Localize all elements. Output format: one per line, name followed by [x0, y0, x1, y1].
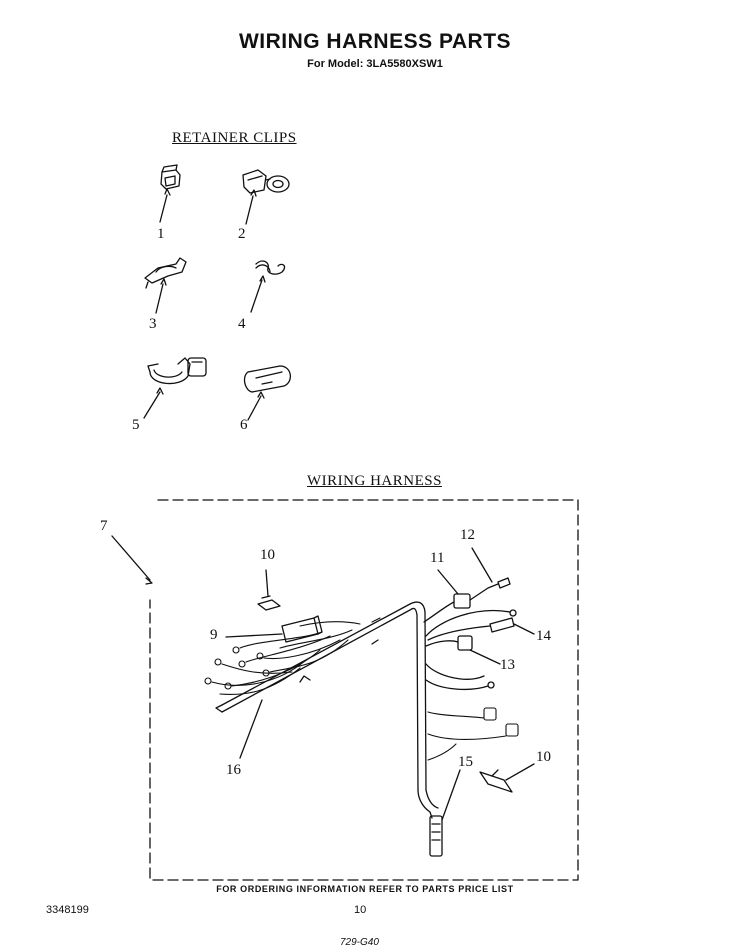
bottom-code: 729-G40 [340, 937, 379, 948]
retainer-clip-4-drawing [251, 261, 285, 312]
harness-marker [300, 676, 310, 682]
connector-13-drawing [426, 610, 516, 689]
retainer-clip-3-drawing [145, 258, 186, 313]
ordering-note: FOR ORDERING INFORMATION REFER TO PARTS PRICE LIST [216, 884, 514, 894]
callout-1: 1 [157, 226, 165, 242]
callout-14: 14 [536, 628, 551, 644]
callout-7-leader [112, 536, 150, 580]
callout-16: 16 [226, 762, 241, 778]
document-number: 3348199 [46, 904, 89, 916]
connector-15-drawing [430, 770, 460, 856]
retainer-clip-6-drawing [245, 366, 291, 420]
callout-3: 3 [149, 316, 157, 332]
connector-9-drawing [226, 616, 322, 642]
callout-9: 9 [210, 627, 218, 643]
callout-11: 11 [430, 550, 445, 566]
callout-15: 15 [458, 754, 473, 770]
clip-10-top-drawing [258, 570, 280, 610]
page-number: 10 [354, 904, 367, 916]
callout-2: 2 [238, 226, 246, 242]
retainer-clip-1-drawing [160, 165, 180, 222]
callout-6: 6 [240, 417, 248, 433]
terminal-12-drawing [470, 548, 510, 600]
wiring-harness-heading: WIRING HARNESS [307, 473, 442, 489]
connector-11-drawing [424, 570, 470, 622]
harness-trunk [216, 602, 438, 818]
callout-4: 4 [238, 316, 246, 332]
terminal-14-drawing [428, 618, 534, 640]
callout-7: 7 [100, 518, 108, 534]
retainer-clip-2-drawing [243, 170, 289, 224]
model-subtitle: For Model: 3LA5580XSW1 [307, 58, 443, 70]
retainer-clip-5-drawing [144, 358, 206, 418]
harness-lower-branches [428, 708, 518, 760]
clip-10-right-drawing [480, 764, 534, 792]
page-title: WIRING HARNESS PARTS [238, 30, 512, 53]
callout-16-leader [240, 700, 262, 758]
harness-frame [150, 500, 578, 880]
retainer-clips-heading: RETAINER CLIPS [172, 130, 297, 146]
harness-marker-2 [372, 640, 378, 644]
callout-10-right: 10 [536, 749, 551, 765]
callout-10-top: 10 [260, 547, 275, 563]
callout-5: 5 [132, 417, 140, 433]
callout-12: 12 [460, 527, 475, 543]
harness-left-branches [205, 618, 380, 694]
callout-13: 13 [500, 657, 515, 673]
